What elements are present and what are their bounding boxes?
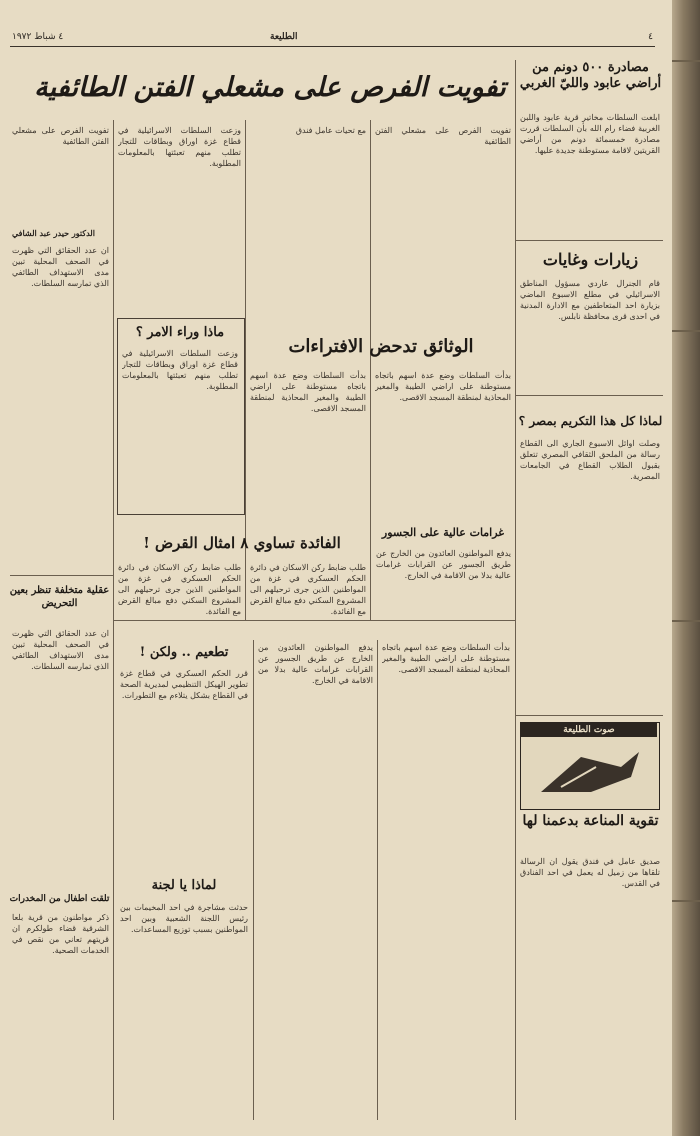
interest-text: طلب ضابط ركن الاسكان في دائرة الحكم العسكري في غزة من المواطنين الذين جرى ترحيلهم الى المشروع السكني دفع مبالغ القرض مع الفائدة. <box>250 563 366 616</box>
center-column-text: بدأت السلطات وضع عدة اسهم باتجاه مستوطنة على اراضي الطيبة والمغير المحاذية لمنطقة المسجد الاقصى. <box>382 643 510 674</box>
section-rule <box>10 575 113 576</box>
column-rule <box>515 60 516 1120</box>
bridges-headline: غرامات عالية على الجسور <box>381 526 505 539</box>
binding-spine <box>672 0 700 1136</box>
page-header <box>10 32 655 47</box>
main-headline: تفويت الفرص على مشعلي الفتن الطائفية <box>34 72 506 103</box>
documents-text: بدأت السلطات وضع عدة اسهم باتجاه مستوطنة على اراضي الطيبة والمغير المحاذية لمنطقة المسجد الاقصى. <box>375 371 511 402</box>
children-headline: تلقت اطفال من المخدرات <box>9 894 110 904</box>
pioneers-logo <box>520 722 660 810</box>
why-egypt-text: وصلت اوائل الاسبوع الجاري الى القطاع رسالة من الملحق الثقافي المصري تتعلق بقبول الطلاب القطاع في الجامعات المصرية. <box>520 439 660 481</box>
newspaper-name: الطليعة <box>270 32 298 42</box>
confiscation-text: ابلغت السلطات مخاتير قرية عابود واللبن الغربية فضاء رام الله بأن السلطات قررت مصادرة خمسمائة دونم من أراضي القريتين لاقامة مستوطنة جديدة عليها. <box>520 113 660 155</box>
pioneers-text: صديق عامل في فندق يقول ان الرسالة تلقاها من زميل له يعمل في احد الفنادق في القدس. <box>520 857 660 888</box>
column-rule <box>377 640 378 1120</box>
whims-headline: تطعيم .. ولكن ! <box>139 645 229 660</box>
bridges-text: يدفع المواطنون العائدون من الخارج عن طريق الجسور عن القرابات غرامات عالية بدلا من الاقامة في الخارج. <box>376 549 511 580</box>
section-rule <box>113 620 515 621</box>
sectarian-headline: عقلية متخلفة تنظر بعين التحريض <box>9 585 110 609</box>
hand-icon <box>521 737 657 807</box>
beyond-text: وزعت السلطات الاسرائيلية في قطاع غزة اوراق وبطاقات للتجار تطلب منهم تعبئتها بالمعلومات المطلوبة. <box>122 349 238 391</box>
main-article-text-3: وزعت السلطات الاسرائيلية في قطاع غزة اوراق وبطاقات للتجار تطلب منهم تعبئتها بالمعلومات المطلوبة. <box>118 126 241 168</box>
visits-text: قام الجنرال عاردي مسؤول المناطق الاسرائيلي في مطلع الاسبوع الماضي بزيارة احد المتعاطفين مع الادارة المدنية في احدى قرى محافظة نابلس. <box>520 279 660 321</box>
whims-text: قرر الحكم العسكري في قطاع غزة تطوير الهيكل التنظيمي لمديرية الصحة في القطاع بشكل يتلاءم مع التطورات. <box>120 669 248 700</box>
children-text: ذكر مواطنون من قرية بلعا الشرقية قضاء طولكرم ان قريتهم تعاني من نقص في الخدمات الصحية. <box>12 913 109 955</box>
pioneers-headline: تقوية المناعة بدعمنا لها <box>522 813 659 829</box>
documents-text-2: بدأت السلطات وضع عدة اسهم باتجاه مستوطنة على اراضي الطيبة والمغير المحاذية لمنطقة المسجد الاقصى. <box>250 371 366 413</box>
section-rule <box>515 240 663 241</box>
section-rule <box>515 715 663 716</box>
left-column-text: تفويت الفرص على مشعلي الفتن الطائفية <box>12 126 109 146</box>
section-rule <box>515 395 663 396</box>
why-committee-text: حدثت مشاجرة في احد المخيمات بين رئيس اللجنة الشعبية وبين احد المواطنين بسبب توزيع المساعدات. <box>120 903 248 934</box>
signature: الدكتور حيدر عبد الشافي <box>12 228 95 238</box>
main-article-text-2: مع تحيات عامل فندق <box>295 126 366 135</box>
middle-column-text: يدفع المواطنون العائدون من الخارج عن طريق الجسور عن القرابات غرامات عالية بدلا من الاقامة في الخارج. <box>258 643 373 685</box>
beyond-headline: ماذا وراء الامر ؟ <box>135 325 225 340</box>
sectarian-text: ان عدد الحقائق التي ظهرت في الصحف المحلية تبين مدى الاستهداف الطائفي الذي تمارسه السلطات. <box>12 629 109 671</box>
column-rule <box>370 120 371 620</box>
column-rule <box>253 640 254 1120</box>
issue-date: ٤ شباط ١٩٧٢ <box>12 32 64 42</box>
interest-headline: الفائدة تساوي ٨ امثال القرض ! <box>143 534 341 552</box>
why-egypt-headline: لماذا كل هذا التكريم بمصر ؟ <box>518 414 663 428</box>
logo-title: صوت الطليعة <box>521 723 657 737</box>
page-number: ٤ <box>648 32 653 42</box>
left-column-text-2: ان عدد الحقائق التي ظهرت في الصحف المحلية تبين مدى الاستهداف الطائفي الذي تمارسه السلطات. <box>12 246 109 288</box>
main-article-text: تفويت الفرص على مشعلي الفتن الطائفية <box>375 126 511 146</box>
confiscation-headline: مصادرة ٥٠٠ دونم من أراضي عابود والليّ الغربي <box>519 60 662 91</box>
why-committee-headline: لماذا يا لجنة <box>151 878 217 893</box>
visits-headline: زيارات وغايات <box>542 250 639 269</box>
interest-text-2: طلب ضابط ركن الاسكان في دائرة الحكم العسكري في غزة من المواطنين الذين جرى ترحيلهم الى المشروع السكني دفع مبالغ القرض مع الفائدة. <box>118 563 241 616</box>
documents-headline: الوثائق تدحض الافتراءات <box>288 336 474 357</box>
